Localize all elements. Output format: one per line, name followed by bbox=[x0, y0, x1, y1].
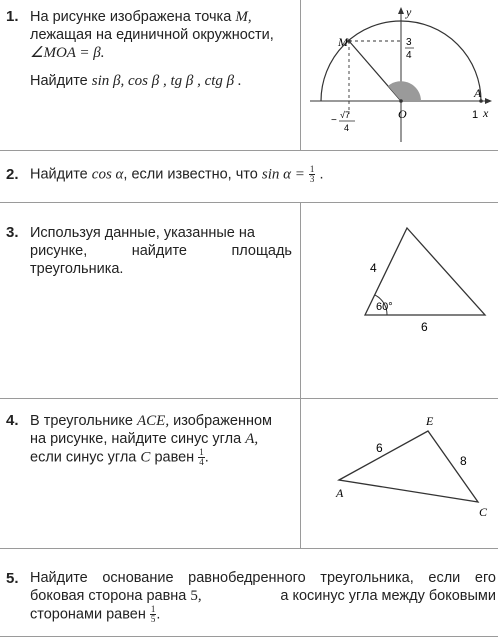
column-divider-4 bbox=[300, 398, 301, 548]
problem-3-text bbox=[30, 224, 292, 278]
p1-line3: ∠MOA = β. bbox=[30, 45, 105, 61]
p1-line4-math: sin β, cos β , tg β , ctg β . bbox=[91, 73, 242, 89]
p2-fraction bbox=[309, 165, 316, 184]
problem-2-text bbox=[30, 165, 470, 184]
p2-end: . bbox=[319, 166, 324, 183]
p5-end: . bbox=[156, 606, 161, 623]
problem-5-number: 5. bbox=[6, 570, 19, 587]
p4-end: . bbox=[204, 449, 209, 466]
label-a: A bbox=[474, 86, 482, 100]
label-c: C bbox=[479, 505, 488, 519]
problem-5-text bbox=[30, 569, 496, 624]
column-divider-3 bbox=[300, 202, 301, 398]
p5-line1: Найдите основание равнобедренного треугольника, если его bbox=[30, 570, 496, 586]
p2-math1: cos α bbox=[91, 166, 124, 183]
p4-var-ace: ACE, bbox=[137, 413, 170, 429]
p5-line2a: боковая сторона равна bbox=[30, 588, 187, 604]
problem-1-text bbox=[30, 8, 292, 90]
p1-line2: лежащая на единичной окружности, bbox=[30, 27, 274, 43]
p4-line3: если синус угла bbox=[30, 449, 137, 466]
p4-frac-den: 4 bbox=[199, 457, 204, 467]
side-ec: 8 bbox=[460, 454, 467, 468]
p5-val: 5, bbox=[190, 588, 202, 604]
p3-line1: Используя данные, указанные на bbox=[30, 225, 255, 241]
p5-line2 bbox=[30, 587, 496, 605]
column-divider-1 bbox=[300, 0, 301, 150]
problem-3-number: 3. bbox=[6, 224, 19, 241]
label-y: y bbox=[406, 5, 412, 19]
p4-line3b: равен bbox=[154, 449, 195, 466]
p5-frac-den: 5 bbox=[150, 614, 156, 624]
label-e: E bbox=[426, 414, 434, 428]
frac-x-den: 4 bbox=[344, 123, 350, 133]
p4-line1b: изображенном bbox=[173, 413, 273, 429]
p3-line3: треугольника. bbox=[30, 261, 124, 277]
problem-4-number: 4. bbox=[6, 412, 19, 429]
angle-60: 60° bbox=[376, 301, 393, 313]
problem-4-text bbox=[30, 412, 292, 467]
frac-x-num: √7 bbox=[340, 110, 350, 120]
p4-var-c: C bbox=[140, 449, 151, 466]
p2-frac-num: 1 bbox=[309, 164, 315, 174]
p5-line2b: а косинус угла между боковыми bbox=[280, 588, 496, 604]
label-one: 1 bbox=[472, 109, 479, 121]
p2-frac-den: 3 bbox=[309, 174, 315, 184]
p5-line3: сторонами равен bbox=[30, 606, 146, 623]
p2-text2: , если известно, что bbox=[123, 166, 258, 183]
side-bottom: 6 bbox=[421, 320, 428, 334]
p4-line1a: В треугольнике bbox=[30, 413, 133, 429]
frac-y-den: 4 bbox=[406, 50, 412, 61]
label-x: x bbox=[483, 106, 489, 120]
p2-text: Найдите bbox=[30, 166, 88, 183]
frac-y-num: 3 bbox=[406, 37, 412, 48]
p2-math2: sin α = bbox=[261, 166, 305, 183]
p4-line2: на рисунке, найдите синус угла bbox=[30, 431, 242, 447]
triangle-figure-3 bbox=[302, 204, 498, 396]
unit-circle-figure bbox=[302, 2, 498, 148]
frac-x-minus: − bbox=[331, 115, 337, 126]
triangle-figure-4 bbox=[302, 400, 498, 546]
label-a4: A bbox=[336, 486, 344, 500]
p3-line2: рисунке, найдите площадь bbox=[30, 243, 292, 259]
label-m: M bbox=[338, 35, 348, 49]
label-o: O bbox=[398, 107, 407, 121]
p4-var-a: A, bbox=[245, 431, 259, 447]
side-ae: 6 bbox=[376, 441, 383, 455]
p1-line1: На рисунке изображена точка bbox=[30, 9, 232, 25]
problem-1-number: 1. bbox=[6, 8, 19, 25]
side-left: 4 bbox=[370, 261, 377, 275]
p5-frac-num: 1 bbox=[150, 604, 156, 614]
p1-line4: Найдите bbox=[30, 73, 88, 89]
p4-frac-num: 1 bbox=[199, 447, 204, 457]
p1-var-m: M, bbox=[235, 9, 252, 25]
problem-2-number: 2. bbox=[6, 166, 19, 183]
